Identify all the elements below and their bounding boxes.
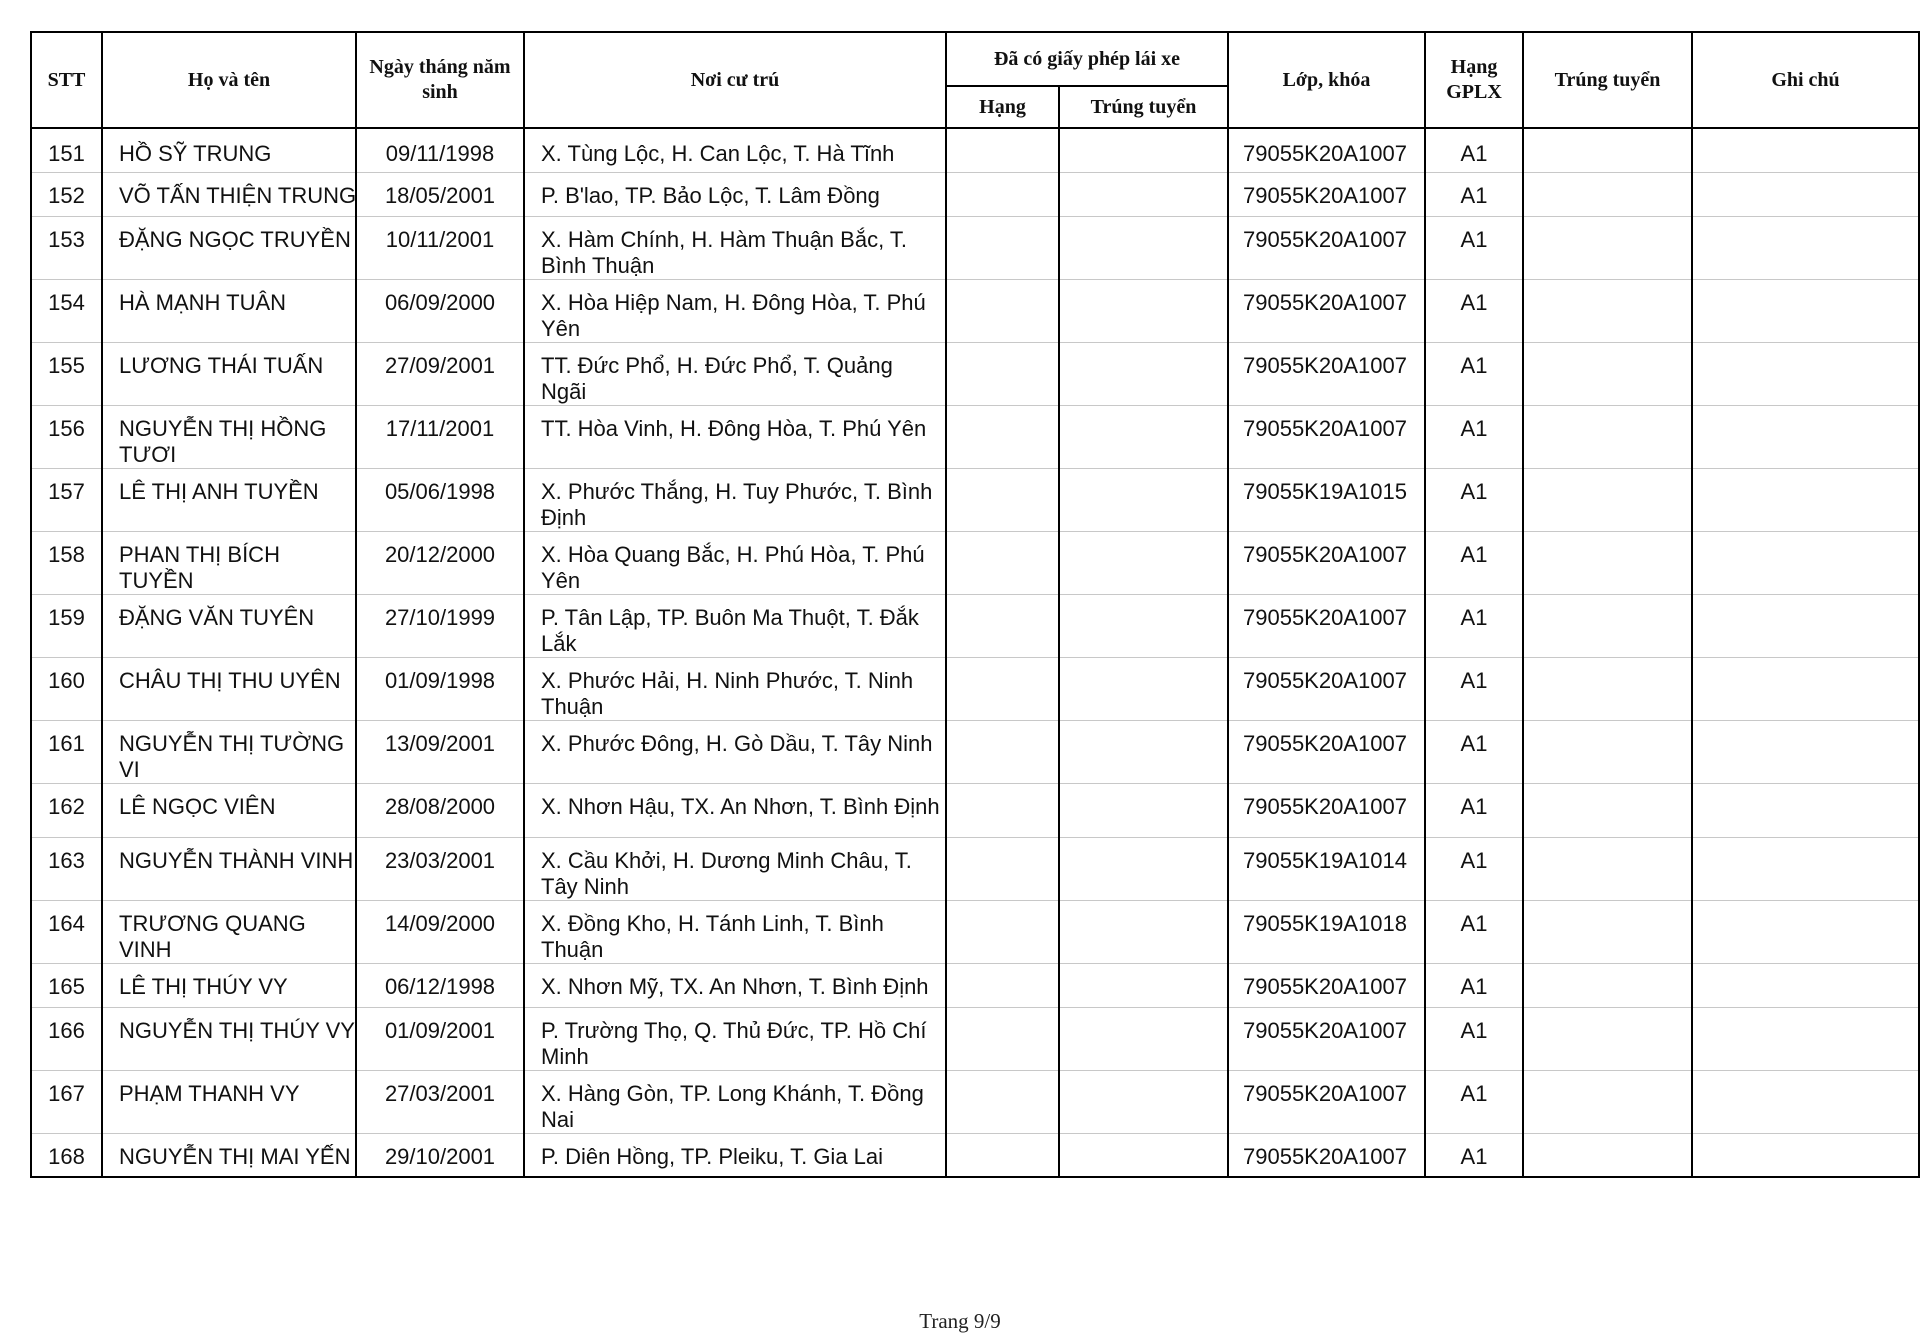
note-cell bbox=[1692, 1007, 1919, 1070]
selected-cell bbox=[1523, 531, 1692, 594]
class-cell: 79055K20A1007 bbox=[1228, 128, 1425, 172]
header-gplx: Hạng GPLX bbox=[1425, 32, 1523, 128]
stt-cell: 168 bbox=[31, 1133, 102, 1177]
selected-cell bbox=[1523, 128, 1692, 172]
license-rank-cell bbox=[946, 468, 1059, 531]
stt-cell: 153 bbox=[31, 216, 102, 279]
selected-cell bbox=[1523, 963, 1692, 1007]
page-number: Trang 9/9 bbox=[919, 1309, 1001, 1333]
name-cell: ĐẶNG NGỌC TRUYỀN bbox=[102, 216, 356, 279]
gplx-cell: A1 bbox=[1425, 128, 1523, 172]
stt-cell: 157 bbox=[31, 468, 102, 531]
dob-cell: 06/09/2000 bbox=[356, 279, 524, 342]
license-selected-cell bbox=[1059, 1133, 1228, 1177]
name-cell: CHÂU THỊ THU UYÊN bbox=[102, 657, 356, 720]
address-cell: X. Cầu Khởi, H. Dương Minh Châu, T. Tây Ninh bbox=[524, 837, 946, 900]
selected-cell bbox=[1523, 216, 1692, 279]
note-cell bbox=[1692, 783, 1919, 837]
note-cell bbox=[1692, 963, 1919, 1007]
name-cell: HỒ SỸ TRUNG bbox=[102, 128, 356, 172]
license-rank-cell bbox=[946, 172, 1059, 216]
license-selected-cell bbox=[1059, 172, 1228, 216]
selected-cell bbox=[1523, 837, 1692, 900]
license-selected-cell bbox=[1059, 594, 1228, 657]
header-note: Ghi chú bbox=[1692, 32, 1919, 128]
address-cell: P. Tân Lập, TP. Buôn Ma Thuột, T. Đắk Lắk bbox=[524, 594, 946, 657]
address-cell: P. Trường Thọ, Q. Thủ Đức, TP. Hồ Chí Minh bbox=[524, 1007, 946, 1070]
note-cell bbox=[1692, 279, 1919, 342]
selected-cell bbox=[1523, 1070, 1692, 1133]
address-cell: TT. Hòa Vinh, H. Đông Hòa, T. Phú Yên bbox=[524, 405, 946, 468]
gplx-cell: A1 bbox=[1425, 1070, 1523, 1133]
license-selected-cell bbox=[1059, 342, 1228, 405]
header-class: Lớp, khóa bbox=[1228, 32, 1425, 128]
dob-cell: 01/09/2001 bbox=[356, 1007, 524, 1070]
gplx-cell: A1 bbox=[1425, 657, 1523, 720]
license-selected-cell bbox=[1059, 963, 1228, 1007]
address-cell: TT. Đức Phổ, H. Đức Phổ, T. Quảng Ngãi bbox=[524, 342, 946, 405]
license-rank-cell bbox=[946, 783, 1059, 837]
table-row bbox=[31, 900, 1919, 963]
header-dob: Ngày tháng năm sinh bbox=[356, 32, 524, 128]
gplx-cell: A1 bbox=[1425, 720, 1523, 783]
note-cell bbox=[1692, 720, 1919, 783]
selected-cell bbox=[1523, 1007, 1692, 1070]
class-cell: 79055K20A1007 bbox=[1228, 720, 1425, 783]
class-cell: 79055K20A1007 bbox=[1228, 657, 1425, 720]
class-cell: 79055K20A1007 bbox=[1228, 963, 1425, 1007]
dob-cell: 27/03/2001 bbox=[356, 1070, 524, 1133]
table-row bbox=[31, 172, 1919, 216]
name-cell: HÀ MẠNH TUÂN bbox=[102, 279, 356, 342]
table-row bbox=[31, 1070, 1919, 1133]
note-cell bbox=[1692, 1070, 1919, 1133]
class-cell: 79055K19A1014 bbox=[1228, 837, 1425, 900]
table-body bbox=[31, 128, 1919, 1177]
selected-cell bbox=[1523, 172, 1692, 216]
stt-cell: 155 bbox=[31, 342, 102, 405]
selected-cell bbox=[1523, 1133, 1692, 1177]
note-cell bbox=[1692, 837, 1919, 900]
name-cell: LÊ THỊ ANH TUYỀN bbox=[102, 468, 356, 531]
table-row bbox=[31, 279, 1919, 342]
header-license-group: Đã có giấy phép lái xe bbox=[946, 32, 1228, 86]
address-cell: X. Hòa Quang Bắc, H. Phú Hòa, T. Phú Yên bbox=[524, 531, 946, 594]
dob-cell: 18/05/2001 bbox=[356, 172, 524, 216]
table-row bbox=[31, 405, 1919, 468]
name-cell: NGUYỄN THỊ HỒNG TƯƠI bbox=[102, 405, 356, 468]
document-page bbox=[30, 31, 1918, 1178]
license-selected-cell bbox=[1059, 1007, 1228, 1070]
class-cell: 79055K20A1007 bbox=[1228, 279, 1425, 342]
address-cell: P. B'lao, TP. Bảo Lộc, T. Lâm Đồng bbox=[524, 172, 946, 216]
license-selected-cell bbox=[1059, 279, 1228, 342]
gplx-cell: A1 bbox=[1425, 900, 1523, 963]
stt-cell: 162 bbox=[31, 783, 102, 837]
table-row bbox=[31, 216, 1919, 279]
note-cell bbox=[1692, 172, 1919, 216]
gplx-cell: A1 bbox=[1425, 216, 1523, 279]
class-cell: 79055K20A1007 bbox=[1228, 1007, 1425, 1070]
address-cell: X. Phước Hải, H. Ninh Phước, T. Ninh Thuận bbox=[524, 657, 946, 720]
license-selected-cell bbox=[1059, 1070, 1228, 1133]
table-row bbox=[31, 468, 1919, 531]
note-cell bbox=[1692, 342, 1919, 405]
address-cell: X. Đồng Kho, H. Tánh Linh, T. Bình Thuận bbox=[524, 900, 946, 963]
dob-cell: 28/08/2000 bbox=[356, 783, 524, 837]
stt-cell: 160 bbox=[31, 657, 102, 720]
header-address: Nơi cư trú bbox=[524, 32, 946, 128]
table-row bbox=[31, 837, 1919, 900]
header-license-selected: Trúng tuyển bbox=[1059, 86, 1228, 128]
gplx-cell: A1 bbox=[1425, 594, 1523, 657]
note-cell bbox=[1692, 216, 1919, 279]
license-selected-cell bbox=[1059, 783, 1228, 837]
note-cell bbox=[1692, 900, 1919, 963]
dob-cell: 09/11/1998 bbox=[356, 128, 524, 172]
license-rank-cell bbox=[946, 531, 1059, 594]
note-cell bbox=[1692, 468, 1919, 531]
address-cell: P. Diên Hồng, TP. Pleiku, T. Gia Lai bbox=[524, 1133, 946, 1177]
table-header bbox=[31, 32, 1919, 128]
dob-cell: 27/10/1999 bbox=[356, 594, 524, 657]
gplx-cell: A1 bbox=[1425, 1133, 1523, 1177]
address-cell: X. Nhơn Mỹ, TX. An Nhơn, T. Bình Định bbox=[524, 963, 946, 1007]
selected-cell bbox=[1523, 657, 1692, 720]
license-rank-cell bbox=[946, 720, 1059, 783]
note-cell bbox=[1692, 1133, 1919, 1177]
address-cell: X. Nhơn Hậu, TX. An Nhơn, T. Bình Định bbox=[524, 783, 946, 837]
class-cell: 79055K20A1007 bbox=[1228, 1070, 1425, 1133]
name-cell: VÕ TẤN THIỆN TRUNG bbox=[102, 172, 356, 216]
dob-cell: 29/10/2001 bbox=[356, 1133, 524, 1177]
license-selected-cell bbox=[1059, 531, 1228, 594]
stt-cell: 165 bbox=[31, 963, 102, 1007]
license-rank-cell bbox=[946, 1133, 1059, 1177]
class-cell: 79055K20A1007 bbox=[1228, 405, 1425, 468]
gplx-cell: A1 bbox=[1425, 837, 1523, 900]
gplx-cell: A1 bbox=[1425, 405, 1523, 468]
class-cell: 79055K19A1015 bbox=[1228, 468, 1425, 531]
stt-cell: 151 bbox=[31, 128, 102, 172]
stt-cell: 161 bbox=[31, 720, 102, 783]
selected-cell bbox=[1523, 468, 1692, 531]
dob-cell: 17/11/2001 bbox=[356, 405, 524, 468]
note-cell bbox=[1692, 594, 1919, 657]
stt-cell: 158 bbox=[31, 531, 102, 594]
dob-cell: 05/06/1998 bbox=[356, 468, 524, 531]
gplx-cell: A1 bbox=[1425, 279, 1523, 342]
license-rank-cell bbox=[946, 657, 1059, 720]
table-row bbox=[31, 594, 1919, 657]
class-cell: 79055K20A1007 bbox=[1228, 531, 1425, 594]
address-cell: X. Tùng Lộc, H. Can Lộc, T. Hà Tĩnh bbox=[524, 128, 946, 172]
license-selected-cell bbox=[1059, 900, 1228, 963]
gplx-cell: A1 bbox=[1425, 172, 1523, 216]
license-rank-cell bbox=[946, 594, 1059, 657]
stt-cell: 156 bbox=[31, 405, 102, 468]
stt-cell: 167 bbox=[31, 1070, 102, 1133]
table-row bbox=[31, 783, 1919, 837]
dob-cell: 10/11/2001 bbox=[356, 216, 524, 279]
name-cell: PHAN THỊ BÍCH TUYỀN bbox=[102, 531, 356, 594]
header-license-rank: Hạng bbox=[946, 86, 1059, 128]
dob-cell: 14/09/2000 bbox=[356, 900, 524, 963]
license-rank-cell bbox=[946, 128, 1059, 172]
class-cell: 79055K20A1007 bbox=[1228, 594, 1425, 657]
class-cell: 79055K20A1007 bbox=[1228, 216, 1425, 279]
dob-cell: 01/09/1998 bbox=[356, 657, 524, 720]
note-cell bbox=[1692, 405, 1919, 468]
header-name: Họ và tên bbox=[102, 32, 356, 128]
class-cell: 79055K19A1018 bbox=[1228, 900, 1425, 963]
license-selected-cell bbox=[1059, 657, 1228, 720]
selected-cell bbox=[1523, 783, 1692, 837]
license-rank-cell bbox=[946, 216, 1059, 279]
class-cell: 79055K20A1007 bbox=[1228, 172, 1425, 216]
name-cell: LÊ THỊ THÚY VY bbox=[102, 963, 356, 1007]
header-stt: STT bbox=[31, 32, 102, 128]
name-cell: LÊ NGỌC VIÊN bbox=[102, 783, 356, 837]
table-row bbox=[31, 657, 1919, 720]
name-cell: PHẠM THANH VY bbox=[102, 1070, 356, 1133]
note-cell bbox=[1692, 128, 1919, 172]
selected-cell bbox=[1523, 720, 1692, 783]
name-cell: TRƯƠNG QUANG VINH bbox=[102, 900, 356, 963]
table-row bbox=[31, 128, 1919, 172]
stt-cell: 164 bbox=[31, 900, 102, 963]
license-selected-cell bbox=[1059, 837, 1228, 900]
stt-cell: 154 bbox=[31, 279, 102, 342]
license-rank-cell bbox=[946, 1070, 1059, 1133]
selected-cell bbox=[1523, 342, 1692, 405]
student-roster-table bbox=[30, 31, 1920, 1178]
name-cell: NGUYỄN THỊ TƯỜNG VI bbox=[102, 720, 356, 783]
class-cell: 79055K20A1007 bbox=[1228, 1133, 1425, 1177]
stt-cell: 159 bbox=[31, 594, 102, 657]
header-selected: Trúng tuyển bbox=[1523, 32, 1692, 128]
license-rank-cell bbox=[946, 900, 1059, 963]
license-selected-cell bbox=[1059, 405, 1228, 468]
selected-cell bbox=[1523, 594, 1692, 657]
note-cell bbox=[1692, 657, 1919, 720]
gplx-cell: A1 bbox=[1425, 468, 1523, 531]
license-rank-cell bbox=[946, 1007, 1059, 1070]
license-selected-cell bbox=[1059, 216, 1228, 279]
license-rank-cell bbox=[946, 963, 1059, 1007]
address-cell: X. Hàm Chính, H. Hàm Thuận Bắc, T. Bình Thuận bbox=[524, 216, 946, 279]
table-row bbox=[31, 342, 1919, 405]
name-cell: ĐẶNG VĂN TUYÊN bbox=[102, 594, 356, 657]
selected-cell bbox=[1523, 279, 1692, 342]
dob-cell: 23/03/2001 bbox=[356, 837, 524, 900]
dob-cell: 13/09/2001 bbox=[356, 720, 524, 783]
table-row bbox=[31, 720, 1919, 783]
dob-cell: 06/12/1998 bbox=[356, 963, 524, 1007]
stt-cell: 163 bbox=[31, 837, 102, 900]
name-cell: NGUYỄN THỊ THÚY VY bbox=[102, 1007, 356, 1070]
address-cell: X. Phước Đông, H. Gò Dầu, T. Tây Ninh bbox=[524, 720, 946, 783]
name-cell: LƯƠNG THÁI TUẤN bbox=[102, 342, 356, 405]
gplx-cell: A1 bbox=[1425, 342, 1523, 405]
license-rank-cell bbox=[946, 405, 1059, 468]
selected-cell bbox=[1523, 900, 1692, 963]
license-selected-cell bbox=[1059, 720, 1228, 783]
license-selected-cell bbox=[1059, 128, 1228, 172]
license-rank-cell bbox=[946, 279, 1059, 342]
name-cell: NGUYỄN THỊ MAI YẾN bbox=[102, 1133, 356, 1177]
table-row bbox=[31, 1007, 1919, 1070]
class-cell: 79055K20A1007 bbox=[1228, 783, 1425, 837]
license-rank-cell bbox=[946, 342, 1059, 405]
name-cell: NGUYỄN THÀNH VINH bbox=[102, 837, 356, 900]
gplx-cell: A1 bbox=[1425, 963, 1523, 1007]
class-cell: 79055K20A1007 bbox=[1228, 342, 1425, 405]
address-cell: X. Hòa Hiệp Nam, H. Đông Hòa, T. Phú Yên bbox=[524, 279, 946, 342]
gplx-cell: A1 bbox=[1425, 1007, 1523, 1070]
selected-cell bbox=[1523, 405, 1692, 468]
table-row bbox=[31, 1133, 1919, 1177]
note-cell bbox=[1692, 531, 1919, 594]
table-row bbox=[31, 531, 1919, 594]
gplx-cell: A1 bbox=[1425, 531, 1523, 594]
address-cell: X. Hàng Gòn, TP. Long Khánh, T. Đồng Nai bbox=[524, 1070, 946, 1133]
table-row bbox=[31, 963, 1919, 1007]
stt-cell: 152 bbox=[31, 172, 102, 216]
dob-cell: 20/12/2000 bbox=[356, 531, 524, 594]
address-cell: X. Phước Thắng, H. Tuy Phước, T. Bình Định bbox=[524, 468, 946, 531]
dob-cell: 27/09/2001 bbox=[356, 342, 524, 405]
gplx-cell: A1 bbox=[1425, 783, 1523, 837]
stt-cell: 166 bbox=[31, 1007, 102, 1070]
license-rank-cell bbox=[946, 837, 1059, 900]
license-selected-cell bbox=[1059, 468, 1228, 531]
